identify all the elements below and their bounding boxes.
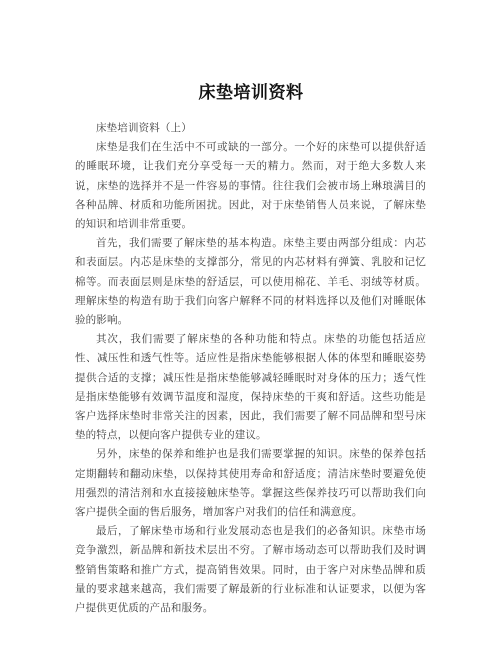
body-paragraph: 床垫是我们在生活中不可或缺的一部分。一个好的床垫可以提供舒适的睡眠环境，让我们充分享受每一天的精力。然而，对于绝大多数人来说，床垫的选择并不是一件容易的事情。往往我们会被市场上琳琅满目的各种品牌、材质和功能所困扰。因此，对于床垫销售人员来说，了解床垫的知识和培训非常重要。 [75,141,426,231]
body-paragraph: 另外，床垫的保养和维护也是我们需要掌握的知识。床垫的保养包括定期翻转和翻动床垫，以保持其使用寿命和舒适度；清洁床垫时要避免使用强烈的清洁剂和水直接接触床垫等。掌握这些保养技巧可以帮助我们向客户提供全面的售后服务，增加客户对我们的信任和满意度。 [75,448,426,519]
document-title: 床垫培训资料 [198,83,304,103]
document-body [75,119,426,618]
subtitle-paragraph: 床垫培训资料（上） [96,122,192,134]
body-paragraph: 首先，我们需要了解床垫的基本构造。床垫主要由两部分组成：内芯和表面层。内芯是床垫的支撑部分，常见的内芯材料有弹簧、乳胶和记忆棉等。而表面层则是床垫的舒适层，可以使用棉花、羊毛、羽绒等材质。理解床垫的构造有助于我们向客户解释不同的材料选择以及他们对睡眠体验的影响。 [75,237,426,327]
body-paragraph: 最后，了解床垫市场和行业发展动态也是我们的必备知识。床垫市场竞争激烈，新品牌和新技术层出不穷。了解市场动态可以帮助我们及时调整销售策略和推广方式，提高销售效果。同时，由于客户对床垫品牌和质量的要求越来越高，我们需要了解最新的行业标准和认证要求，以便为客户提供更优质的产品和服务。 [75,525,426,615]
body-paragraph: 其次，我们需要了解床垫的各种功能和特点。床垫的功能包括适应性、减压性和透气性等。适应性是指床垫能够根据人体的体型和睡眠姿势提供合适的支撑；减压性是指床垫能够减轻睡眠时对身体的压力；透气性是指床垫能够有效调节温度和湿度，保持床垫的干爽和舒适。这些功能是客户选择床垫时非常关注的因素，因此，我们需要了解不同品牌和型号床垫的特点，以便向客户提供专业的建议。 [75,333,426,442]
